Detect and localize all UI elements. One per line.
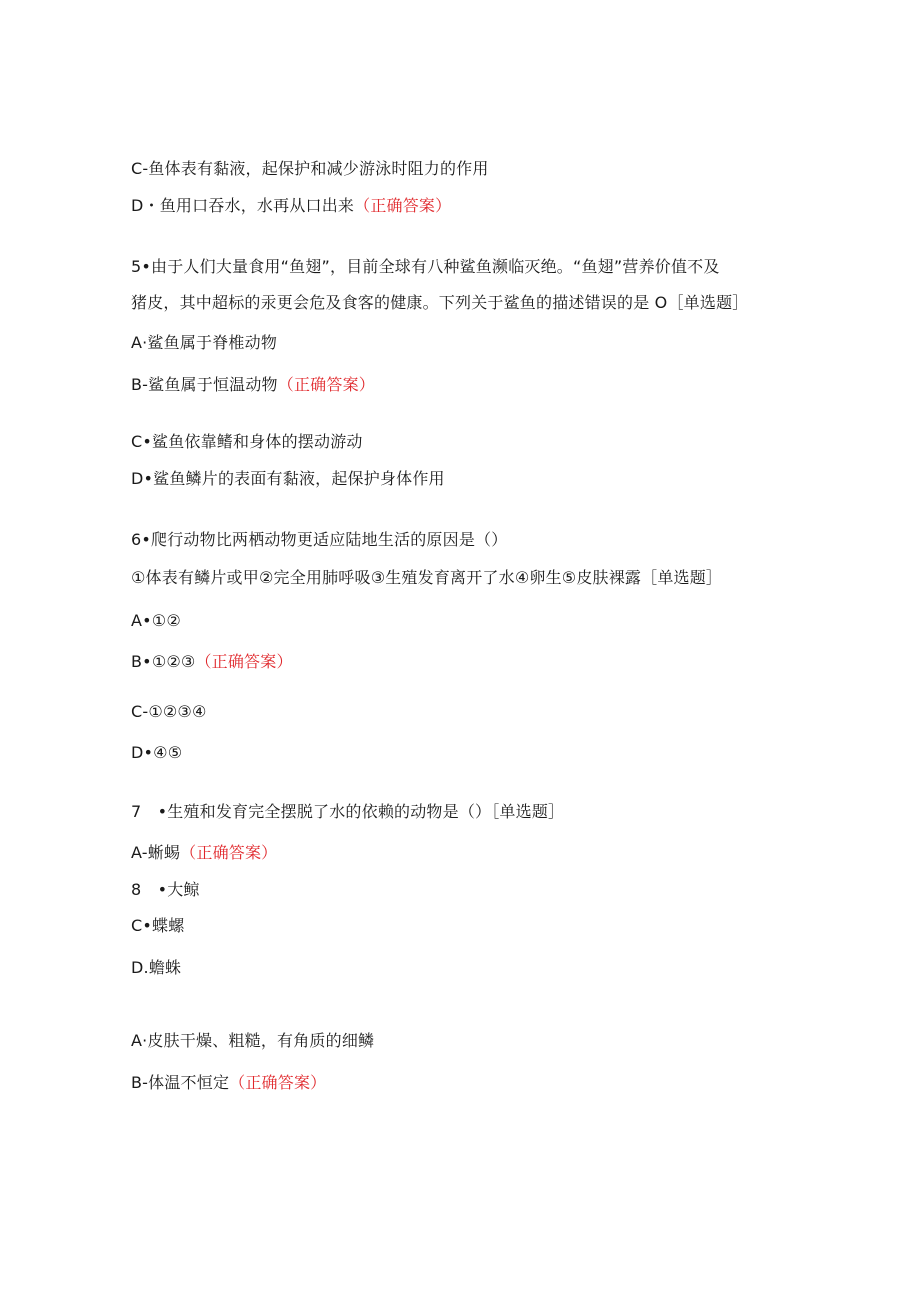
- question-text: 6•爬行动物比两栖动物更适应陆地生活的原因是（）: [131, 530, 508, 549]
- question-6-line-1: [131, 529, 507, 551]
- option-4c: [131, 158, 489, 180]
- question-6-line-2: [131, 567, 722, 589]
- option-6d: [131, 742, 182, 764]
- correct-answer-label: （正确答案）: [277, 375, 375, 394]
- option-5d: [131, 468, 445, 490]
- option-8c: [131, 915, 184, 937]
- question-7: [131, 801, 564, 823]
- question-5-line-1: [131, 256, 720, 278]
- option-text: C•鲨鱼依靠鳍和身体的摆动游动: [131, 432, 363, 451]
- question-8: [131, 879, 200, 901]
- option-6a: [131, 610, 181, 632]
- option-text: D•鲨鱼鳞片的表面有黏液，起保护身体作用: [131, 469, 445, 488]
- correct-answer-label: （正确答案）: [195, 652, 293, 671]
- question-text: 8 •大鲸: [131, 880, 200, 899]
- question-text: 5•由于人们大量食用“鱼翅”，目前全球有八种鲨鱼濒临灭绝。“鱼翅”营养价值不及: [131, 257, 720, 276]
- option-text: B-体温不恒定: [131, 1073, 230, 1092]
- option-9a: [131, 1030, 374, 1052]
- question-text: ①体表有鳞片或甲②完全用肺呼吸③生殖发育离开了水④卵生⑤皮肤裸露［单选题］: [131, 568, 723, 587]
- option-text: D•④⑤: [131, 743, 183, 762]
- correct-answer-label: （正确答案）: [229, 1073, 327, 1092]
- correct-answer-label: （正确答案）: [180, 843, 278, 862]
- option-text: C-①②③④: [131, 702, 207, 721]
- option-6c: [131, 701, 207, 723]
- option-text: A·鲨鱼属于脊椎动物: [131, 333, 278, 352]
- option-text: A-蜥蜴: [131, 843, 181, 862]
- option-text: A•①②: [131, 611, 181, 630]
- option-7a: [131, 842, 277, 864]
- option-text: B•①②③: [131, 652, 196, 671]
- option-4d: [131, 195, 451, 217]
- correct-answer-label: （正确答案）: [354, 196, 452, 215]
- question-text: 7 •生殖和发育完全摆脱了水的依赖的动物是（）［单选题］: [131, 802, 565, 821]
- option-text: D・鱼用口吞水，水再从口出来: [131, 196, 355, 215]
- option-5b: [131, 374, 375, 396]
- option-text: C•蝶螺: [131, 916, 185, 935]
- option-9b: [131, 1072, 326, 1094]
- question-text: 猪皮，其中超标的汞更会危及食客的健康。下列关于鲨鱼的描述错误的是 O［单选题］: [131, 293, 749, 312]
- option-text: A·皮肤干燥、粗糙，有角质的细鳞: [131, 1031, 375, 1050]
- option-text: D.蟾蛛: [131, 958, 182, 977]
- option-6b: [131, 651, 293, 673]
- option-5a: [131, 332, 277, 354]
- question-5-line-2: [131, 292, 748, 314]
- option-text: B-鲨鱼属于恒温动物: [131, 375, 278, 394]
- option-8d: [131, 957, 181, 979]
- option-5c: [131, 431, 363, 453]
- option-text: C-鱼体表有黏液，起保护和减少游泳时阻力的作用: [131, 159, 489, 178]
